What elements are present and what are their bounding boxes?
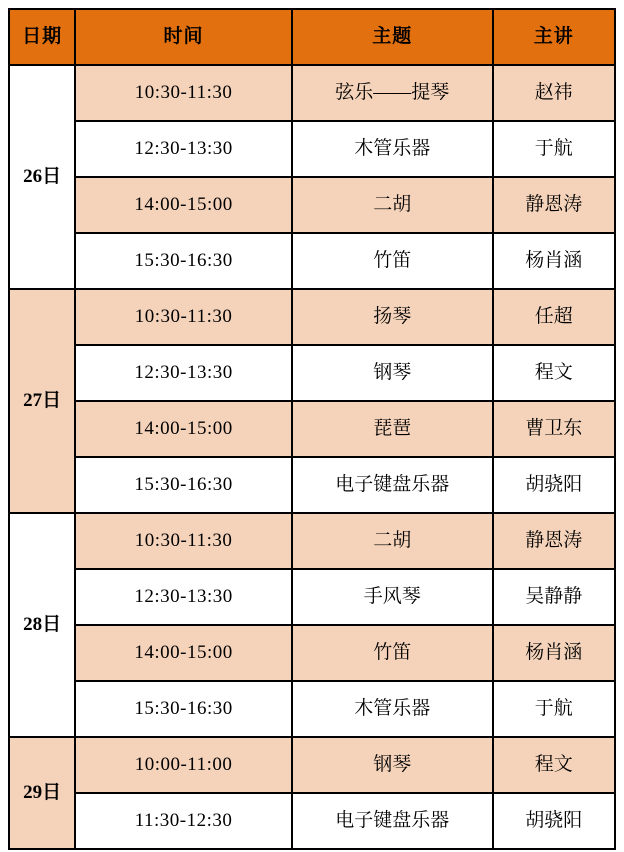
time-cell: 14:00-15:00 [75, 625, 292, 681]
host-cell: 静恩涛 [493, 513, 615, 569]
host-cell: 程文 [493, 737, 615, 793]
column-header-topic: 主题 [292, 9, 493, 65]
host-cell: 胡骁阳 [493, 793, 615, 849]
table-row [9, 457, 615, 513]
time-cell: 12:30-13:30 [75, 121, 292, 177]
column-header-host: 主讲 [493, 9, 615, 65]
topic-cell: 弦乐——提琴 [292, 65, 493, 121]
topic-cell: 竹笛 [292, 233, 493, 289]
host-cell: 任超 [493, 289, 615, 345]
column-header-time: 时间 [75, 9, 292, 65]
host-cell: 杨肖涵 [493, 233, 615, 289]
date-cell: 27日 [9, 289, 75, 513]
topic-cell: 钢琴 [292, 737, 493, 793]
time-cell: 15:30-16:30 [75, 233, 292, 289]
table-row [9, 681, 615, 737]
time-cell: 12:30-13:30 [75, 569, 292, 625]
table-header [9, 9, 615, 65]
topic-cell: 木管乐器 [292, 681, 493, 737]
table-row [9, 345, 615, 401]
table-row [9, 289, 615, 345]
time-cell: 11:30-12:30 [75, 793, 292, 849]
topic-cell: 二胡 [292, 177, 493, 233]
date-cell: 26日 [9, 65, 75, 289]
host-cell: 吴静静 [493, 569, 615, 625]
column-header-date: 日期 [9, 9, 75, 65]
host-cell: 于航 [493, 121, 615, 177]
host-cell: 杨肖涵 [493, 625, 615, 681]
date-cell: 28日 [9, 513, 75, 737]
host-cell: 赵祎 [493, 65, 615, 121]
host-cell: 静恩涛 [493, 177, 615, 233]
time-cell: 14:00-15:00 [75, 401, 292, 457]
table-row [9, 569, 615, 625]
topic-cell: 二胡 [292, 513, 493, 569]
host-cell: 程文 [493, 345, 615, 401]
topic-cell: 木管乐器 [292, 121, 493, 177]
topic-cell: 电子键盘乐器 [292, 457, 493, 513]
time-cell: 15:30-16:30 [75, 457, 292, 513]
host-cell: 胡骁阳 [493, 457, 615, 513]
topic-cell: 电子键盘乐器 [292, 793, 493, 849]
topic-cell: 琵琶 [292, 401, 493, 457]
table-row [9, 737, 615, 793]
topic-cell: 手风琴 [292, 569, 493, 625]
time-cell: 12:30-13:30 [75, 345, 292, 401]
table-row [9, 401, 615, 457]
table-body [9, 65, 615, 849]
time-cell: 10:30-11:30 [75, 65, 292, 121]
topic-cell: 钢琴 [292, 345, 493, 401]
time-cell: 14:00-15:00 [75, 177, 292, 233]
table-row [9, 233, 615, 289]
host-cell: 于航 [493, 681, 615, 737]
table-row [9, 177, 615, 233]
table-row [9, 513, 615, 569]
table-row [9, 65, 615, 121]
topic-cell: 竹笛 [292, 625, 493, 681]
header-row [9, 9, 615, 65]
date-cell: 29日 [9, 737, 75, 849]
time-cell: 10:00-11:00 [75, 737, 292, 793]
time-cell: 10:30-11:30 [75, 289, 292, 345]
time-cell: 15:30-16:30 [75, 681, 292, 737]
topic-cell: 扬琴 [292, 289, 493, 345]
course-schedule-table [8, 8, 616, 850]
table-row [9, 625, 615, 681]
table-row [9, 793, 615, 849]
time-cell: 10:30-11:30 [75, 513, 292, 569]
table-row [9, 121, 615, 177]
host-cell: 曹卫东 [493, 401, 615, 457]
